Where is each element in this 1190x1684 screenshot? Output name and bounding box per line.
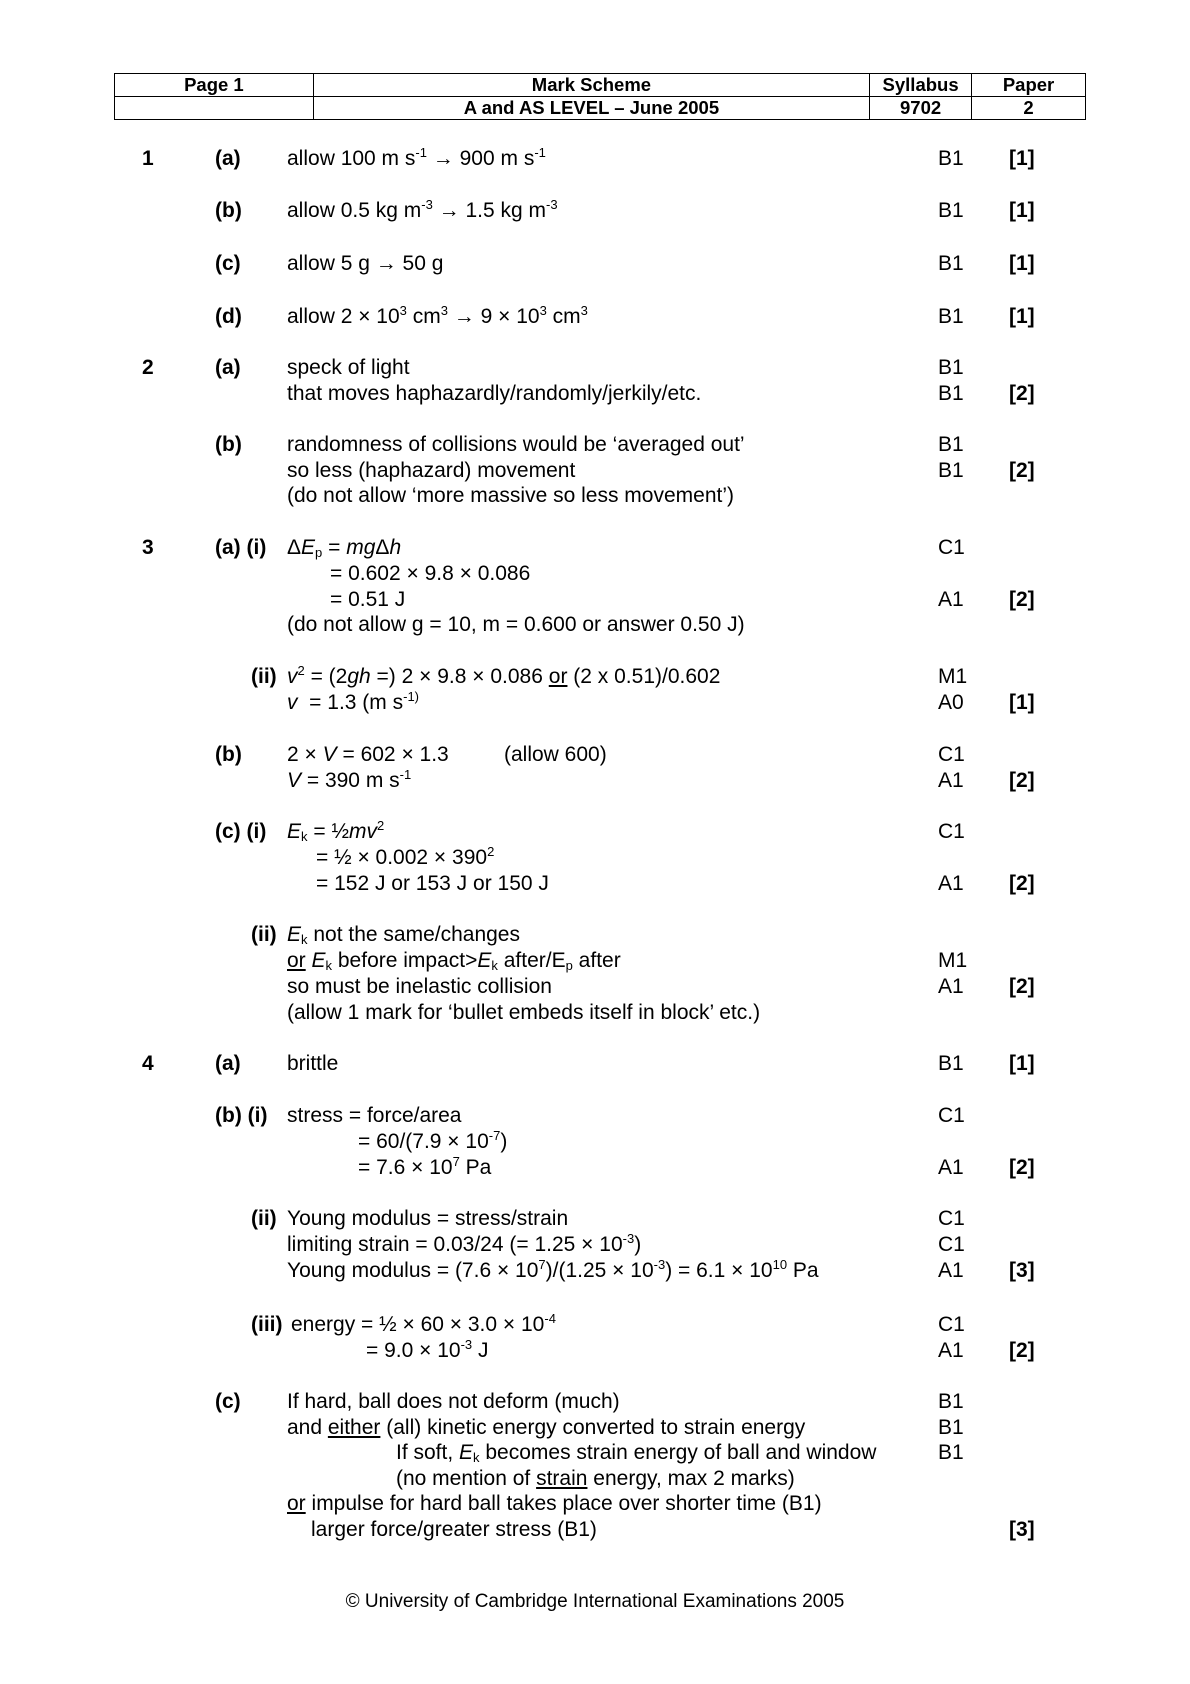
- header-row-1: [115, 74, 1086, 97]
- answer-text: allow 100 m $s^{-1} \to 900$ m $s^{-1}$: [287, 145, 546, 170]
- mark-code: A1: [938, 872, 964, 895]
- answer-text: or impulse for hard ball takes place over shorter time (B1): [287, 1492, 822, 1515]
- mark-code: C1: [938, 1104, 965, 1127]
- part-label: (a) (i): [215, 536, 267, 559]
- answer-text: allow $2 \times 10^3$ $cm^3 \to 9 \times 10^3$ $cm^3$: [287, 303, 588, 328]
- row-3ai-3: [0, 587, 1190, 613]
- row-2b-3: [0, 483, 1190, 509]
- header-syllabus: 9702: [870, 97, 972, 120]
- answer-text: = $9.0 \times 10^{-3}$ J: [366, 1337, 489, 1362]
- answer-text: $v^2 = (2gh$ =) 2 × 9.8 × 0.086 or (2 x 0.51)/0.602: [287, 663, 721, 688]
- answer-text: Young modulus = $(7.6 \times 10^7)/(1.25 \times 10^{-3}) = 6.1 \times 10^{10}$ Pa: [287, 1257, 819, 1282]
- header-paper: 2: [972, 97, 1086, 120]
- answer-text: and either (all) kinetic energy converted to strain energy: [287, 1416, 806, 1439]
- mark-total: [2]: [1009, 1156, 1035, 1179]
- part-label: (b) (i): [215, 1104, 268, 1127]
- mark-code: C1: [938, 1233, 965, 1256]
- row-3b-1: [0, 742, 1190, 768]
- question-number: 1: [142, 147, 154, 170]
- mark-code: C1: [938, 1313, 965, 1336]
- row-4bi-2: [0, 1129, 1190, 1155]
- row-4biii-1: [0, 1312, 1190, 1338]
- answer-text: = 152 J or 153 J or 150 J: [316, 872, 549, 895]
- row-2b-1: [0, 432, 1190, 458]
- row-2a-2: [0, 381, 1190, 407]
- header-paper-label: Paper: [972, 74, 1086, 97]
- row-3ci-3: [0, 871, 1190, 897]
- row-3cii-2: [0, 948, 1190, 974]
- row-2b-2: [0, 458, 1190, 484]
- row-3aii-1: [0, 664, 1190, 690]
- answer-text: If hard, ball does not deform (much): [287, 1390, 620, 1413]
- subpart-label: (ii): [251, 923, 277, 946]
- row-3ci-1: [0, 819, 1190, 845]
- mark-code: B1: [938, 433, 964, 456]
- copyright-footer: © University of Cambridge International Examinations 2005: [345, 1591, 845, 1612]
- mark-total: [1]: [1009, 1052, 1035, 1075]
- row-4c-6: [0, 1517, 1190, 1543]
- row-3ai-2: [0, 561, 1190, 587]
- header-syllabus-label: Syllabus: [870, 74, 972, 97]
- row-1c: [0, 251, 1190, 277]
- row-3b-2: [0, 768, 1190, 794]
- row-3cii-3: [0, 974, 1190, 1000]
- mark-code: A1: [938, 1259, 964, 1282]
- row-4c-4: [0, 1466, 1190, 1492]
- mark-code: C1: [938, 1207, 965, 1230]
- subpart-label: (iii): [251, 1313, 283, 1336]
- row-4bii-3: [0, 1258, 1190, 1284]
- answer-text: energy = ½ × $60 \times 3.0 \times 10^{-4}$: [291, 1311, 556, 1336]
- mark-total: [2]: [1009, 872, 1035, 895]
- row-4c-3: [0, 1440, 1190, 1466]
- answer-text: randomness of collisions would be ‘averaged out’: [287, 433, 745, 456]
- mark-code: B1: [938, 199, 964, 222]
- row-1d: [0, 304, 1190, 330]
- mark-code: M1: [938, 665, 968, 688]
- mark-code: C1: [938, 743, 965, 766]
- answer-text: (allow 1 mark for ‘bullet embeds itself in block’ etc.): [287, 1001, 761, 1024]
- header-table: [114, 73, 1086, 120]
- part-label: (b): [215, 743, 242, 766]
- answer-text: speck of light: [287, 356, 410, 379]
- mark-total: [1]: [1009, 305, 1035, 328]
- answer-text: V = 390 m $s^{-1}$: [287, 767, 412, 792]
- row-3ai-1: [0, 535, 1190, 561]
- mark-total: [1]: [1009, 691, 1035, 714]
- part-label: (a): [215, 356, 241, 379]
- answer-text: brittle: [287, 1052, 339, 1075]
- answer-text: = $7.6 \times 10^7$ Pa: [358, 1154, 492, 1179]
- answer-text: = 0.51 J: [330, 588, 406, 611]
- row-1a: [0, 146, 1190, 172]
- mark-code: A1: [938, 588, 964, 611]
- mark-total: [2]: [1009, 459, 1035, 482]
- part-label: (d): [215, 305, 242, 328]
- mark-total: [2]: [1009, 588, 1035, 611]
- answer-note: (allow 600): [504, 743, 607, 766]
- header-subtitle: A and AS LEVEL – June 2005: [313, 97, 869, 120]
- subpart-label: (ii): [251, 665, 277, 688]
- mark-code: B1: [938, 1441, 964, 1464]
- answer-text: $E_k$ not the same/changes: [287, 923, 520, 947]
- mark-total: [3]: [1009, 1259, 1035, 1282]
- header-row-2: [115, 97, 1086, 120]
- mark-code: B1: [938, 1390, 964, 1413]
- row-3ci-2: [0, 845, 1190, 871]
- mark-total: [2]: [1009, 382, 1035, 405]
- mark-code: C1: [938, 536, 965, 559]
- row-4c-1: [0, 1389, 1190, 1415]
- part-label: (c): [215, 1390, 241, 1413]
- mark-code: B1: [938, 1416, 964, 1439]
- mark-code: B1: [938, 356, 964, 379]
- part-label: (c) (i): [215, 820, 267, 843]
- mark-total: [2]: [1009, 975, 1035, 998]
- header-blank-cell: [115, 97, 314, 120]
- answer-text: allow 5 g → 50 g: [287, 252, 444, 275]
- mark-total: [1]: [1009, 199, 1035, 222]
- part-label: (c): [215, 252, 241, 275]
- row-1b: [0, 198, 1190, 224]
- header-title: Mark Scheme: [313, 74, 869, 97]
- row-3cii-4: [0, 1000, 1190, 1026]
- header-page: Page 1: [115, 74, 314, 97]
- answer-text: = 0.602 × 9.8 × 0.086: [330, 562, 531, 585]
- mark-code: A1: [938, 975, 964, 998]
- mark-code: B1: [938, 1052, 964, 1075]
- answer-text: so less (haphazard) movement: [287, 459, 576, 482]
- answer-text: v = 1.3 (m $s^{-1)}$: [287, 689, 420, 714]
- mark-total: [2]: [1009, 1339, 1035, 1362]
- question-number: 4: [142, 1052, 154, 1075]
- row-2a-1: [0, 355, 1190, 381]
- mark-total: [1]: [1009, 147, 1035, 170]
- answer-text: allow 0.5 kg $m^{-3} \to 1.5$ kg $m^{-3}$: [287, 197, 558, 222]
- row-4a: [0, 1051, 1190, 1077]
- part-label: (b): [215, 433, 242, 456]
- mark-code: A0: [938, 691, 964, 714]
- answer-text: (no mention of strain energy, max 2 marks): [396, 1467, 795, 1490]
- answer-text: Young modulus = stress/strain: [287, 1207, 569, 1230]
- mark-code: M1: [938, 949, 968, 972]
- mark-code: B1: [938, 382, 964, 405]
- answer-text: = $60/(7.9 \times 10^{-7})$: [358, 1128, 508, 1153]
- question-number: 3: [142, 536, 154, 559]
- row-4bi-1: [0, 1103, 1190, 1129]
- mark-code: B1: [938, 459, 964, 482]
- row-4c-2: [0, 1415, 1190, 1441]
- mark-code: B1: [938, 147, 964, 170]
- row-3aii-2: [0, 690, 1190, 716]
- mark-code: B1: [938, 252, 964, 275]
- mark-code: A1: [938, 769, 964, 792]
- answer-text: so must be inelastic collision: [287, 975, 552, 998]
- subpart-label: (ii): [251, 1207, 277, 1230]
- answer-text: stress = force/area: [287, 1104, 462, 1127]
- part-label: (a): [215, 1052, 241, 1075]
- answer-text: limiting strain = 0.03/24 (= $1.25 \times 10^{-3}$): [287, 1231, 642, 1256]
- answer-text: that moves haphazardly/randomly/jerkily/etc.: [287, 382, 702, 405]
- mark-total: [2]: [1009, 769, 1035, 792]
- part-label: (b): [215, 199, 242, 222]
- answer-text: = ½ × $0.002 \times 390^2$: [316, 844, 495, 869]
- answer-text: 2 × V = 602 × 1.3: [287, 743, 449, 766]
- answer-text: or $E_k$ before $impact>E_k$ after/$E_p$ after: [287, 949, 621, 973]
- mark-code: A1: [938, 1339, 964, 1362]
- row-3ai-4: [0, 612, 1190, 638]
- answer-text: If soft, $E_k$ becomes strain energy of ball and window: [396, 1441, 877, 1465]
- row-4biii-2: [0, 1338, 1190, 1364]
- question-number: 2: [142, 356, 154, 379]
- mark-code: C1: [938, 820, 965, 843]
- answer-text: $\Delta E_p = mg\Delta h$: [287, 536, 402, 560]
- answer-text: larger force/greater stress (B1): [311, 1518, 597, 1541]
- answer-text: (do not allow ‘more massive so less movement’): [287, 484, 734, 507]
- row-4bii-1: [0, 1206, 1190, 1232]
- row-3cii-1: [0, 922, 1190, 948]
- part-label: (a): [215, 147, 241, 170]
- mark-code: A1: [938, 1156, 964, 1179]
- mark-total: [3]: [1009, 1518, 1035, 1541]
- answer-text: $E_k$ = $\frac{1}{2}mv^2$: [287, 818, 385, 844]
- row-4bi-3: [0, 1155, 1190, 1181]
- row-4bii-2: [0, 1232, 1190, 1258]
- mark-total: [1]: [1009, 252, 1035, 275]
- answer-text: (do not allow g = 10, m = 0.600 or answer 0.50 J): [287, 613, 745, 636]
- row-4c-5: [0, 1491, 1190, 1517]
- mark-code: B1: [938, 305, 964, 328]
